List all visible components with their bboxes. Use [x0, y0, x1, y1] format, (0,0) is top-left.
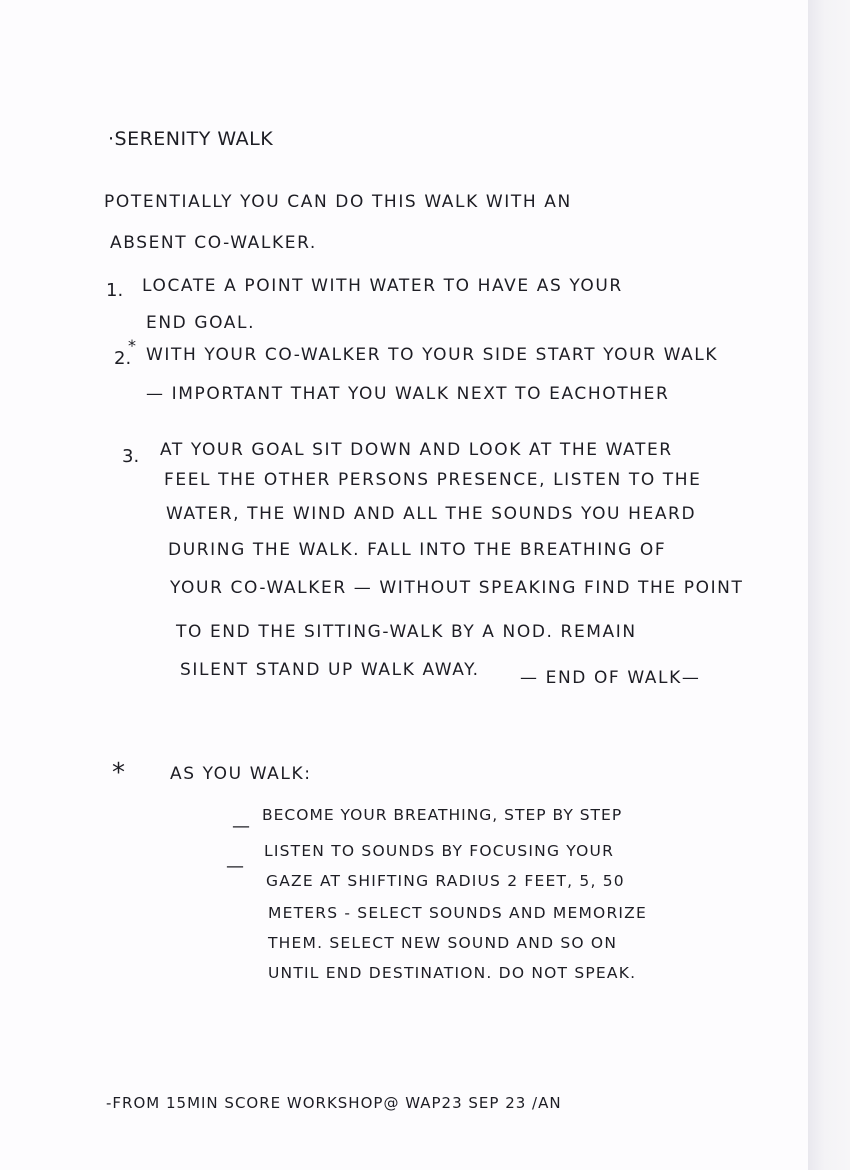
note-2-dash: —	[226, 856, 244, 877]
paper-edge	[808, 0, 850, 1170]
step-3-line-1: AT YOUR GOAL SIT DOWN AND LOOK AT THE WATER	[160, 440, 673, 460]
step-3-line-6: TO END THE SITTING-WALK BY A NOD. REMAIN	[176, 622, 637, 642]
note-2-line-4: THEM. SELECT NEW SOUND AND SO ON	[268, 934, 618, 952]
step-3-line-5: YOUR CO-WALKER — WITHOUT SPEAKING FIND THE POINT	[170, 578, 744, 598]
step-1-number: 1.	[106, 280, 124, 301]
notes-asterisk: *	[112, 758, 125, 788]
step-2-line-1: WITH YOUR CO-WALKER TO YOUR SIDE START YOUR WALK	[146, 345, 719, 365]
note-2-line-5: UNTIL END DESTINATION. DO NOT SPEAK.	[268, 964, 637, 982]
document-title: ·SERENITY WALK	[108, 128, 274, 150]
step-3-line-7: SILENT STAND UP WALK AWAY.	[180, 660, 480, 680]
note-1-dash: —	[232, 816, 250, 837]
step-1-line-2: END GOAL.	[146, 313, 256, 333]
step-3-line-4: DURING THE WALK. FALL INTO THE BREATHING OF	[168, 540, 667, 560]
end-of-walk-label: — END OF WALK—	[520, 668, 701, 688]
note-1-line-1: BECOME YOUR BREATHING, STEP BY STEP	[262, 806, 623, 824]
note-2-line-2: GAZE AT SHIFTING RADIUS 2 FEET, 5, 50	[266, 872, 625, 890]
step-2-line-2: — IMPORTANT THAT YOU WALK NEXT TO EACHOTHER	[146, 384, 670, 404]
notes-heading: AS YOU WALK:	[170, 764, 312, 784]
step-2-number: 2.	[114, 348, 132, 369]
step-1-line-1: LOCATE A POINT WITH WATER TO HAVE AS YOUR	[142, 276, 623, 296]
step-2-asterisk: *	[128, 336, 136, 355]
footer-credit: -FROM 15MIN SCORE WORKSHOP@ WAP23 SEP 23 /AN	[106, 1094, 562, 1112]
intro-line-2: ABSENT CO-WALKER.	[110, 233, 317, 253]
note-2-line-1: LISTEN TO SOUNDS BY FOCUSING YOUR	[264, 842, 615, 860]
step-3-line-2: FEEL THE OTHER PERSONS PRESENCE, LISTEN TO THE	[164, 470, 702, 490]
intro-line-1: POTENTIALLY YOU CAN DO THIS WALK WITH AN	[104, 192, 572, 212]
step-3-number: 3.	[122, 446, 140, 467]
step-3-line-3: WATER, THE WIND AND ALL THE SOUNDS YOU HEARD	[166, 504, 697, 524]
note-2-line-3: METERS - SELECT SOUNDS AND MEMORIZE	[268, 904, 647, 922]
